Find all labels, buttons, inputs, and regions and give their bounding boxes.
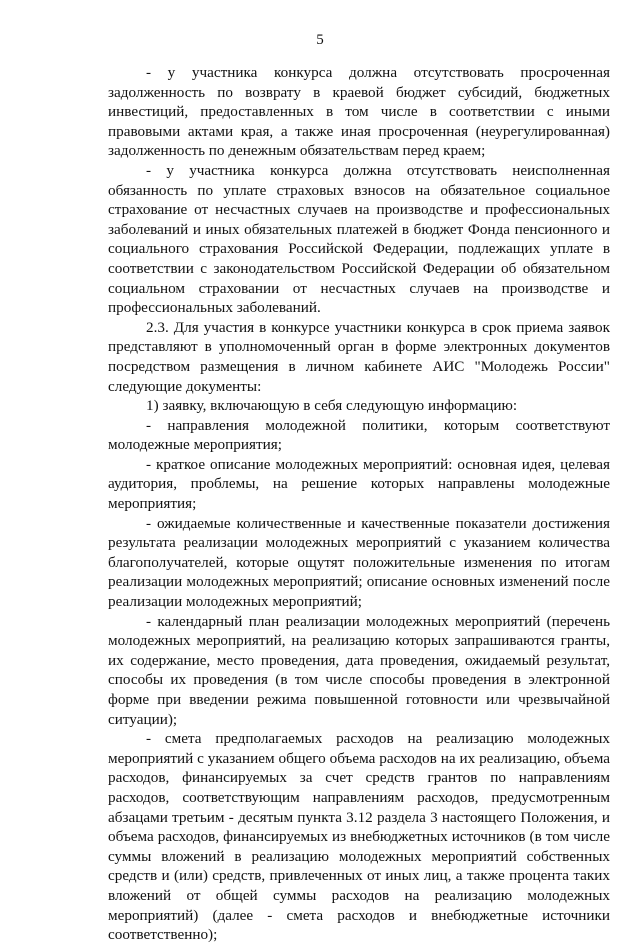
paragraph-calendar-plan: - календарный план реализации молодежных мероприятий (перечень молодежных мероприятий, на реализацию которых запрашиваются гранты, их содержание, место проведения, дата проведения, ожидаемый результат, способы их проведения (в том числе способы проведения в электронной форме при введении режима повышенной готовности или чрезвычайной ситуации); [108,612,610,728]
paragraph-youth-policy-directions: - направления молодежной политики, которым соответствуют молодежные мероприятия; [108,416,610,454]
paragraph-no-unpaid-insurance: - у участника конкурса должна отсутствовать неисполненная обязанность по уплате страховых взносов на обязательное социальное страхование от несчастных случаев на производстве и профессиональных заболеваний и иных обязательных платежей в бюджет Фонда пенсионного и социального страхования Российской Федерации, подлежащих уплате в соответствии с законодательством Российской Федерации об обязательном социальном страховании от несчастных случаев на производстве и профессиональных заболеваний. [108,161,610,317]
paragraph-short-description: - краткое описание молодежных мероприятий: основная идея, целевая аудитория, проблемы, на решение которых направлены молодежные мероприятия; [108,455,610,513]
paragraph-application-intro: 1) заявку, включающую в себя следующую информацию: [146,397,518,415]
page-number: 5 [316,32,324,48]
paragraph-section-2-3: 2.3. Для участия в конкурсе участники конкурса в срок приема заявок представляют в уполномоченный орган в форме электронных документов посредством размещения в личном кабинете АИС "Молодежь России" следующие документы: [108,318,610,395]
document-body [108,63,610,945]
paragraph-no-overdue-debt: - у участника конкурса должна отсутствовать просроченная задолженность по возврату в краевой бюджет субсидий, бюджетных инвестиций, предоставленных в том числе в соответствии с иными правовыми актами края, а также иная просроченная (неурегулированная) задолженность по денежным обязательствам перед краем; [108,64,610,160]
paragraph-cost-estimate: - смета предполагаемых расходов на реализацию молодежных мероприятий с указанием общего объема расходов на их реализацию, объема расходов, финансируемых за счет средств грантов по направлениям расходов, соответствующим направлениям расходов, предусмотренным абзацами третьим - десятым пункта 3.12 раздела 3 настоящего Положения, и объема расходов, финансируемых из внебюджетных источников (в том числе суммы вложений в реализацию молодежных мероприятий собственных средств и (или) средств, привлеченных от иных лиц, а также процента таких вложений от общей суммы расходов на реализацию молодежных мероприятий) (далее - смета расходов и внебюджетные источники соответственно); [108,730,610,944]
paragraph-expected-indicators: - ожидаемые количественные и качественные показатели достижения результата реализации молодежных мероприятий с указанием количества благополучателей, которые ощутят положительные изменения по итогам реализации молодежных мероприятий; описание основных изменений после реализации молодежных мероприятий; [108,514,610,611]
